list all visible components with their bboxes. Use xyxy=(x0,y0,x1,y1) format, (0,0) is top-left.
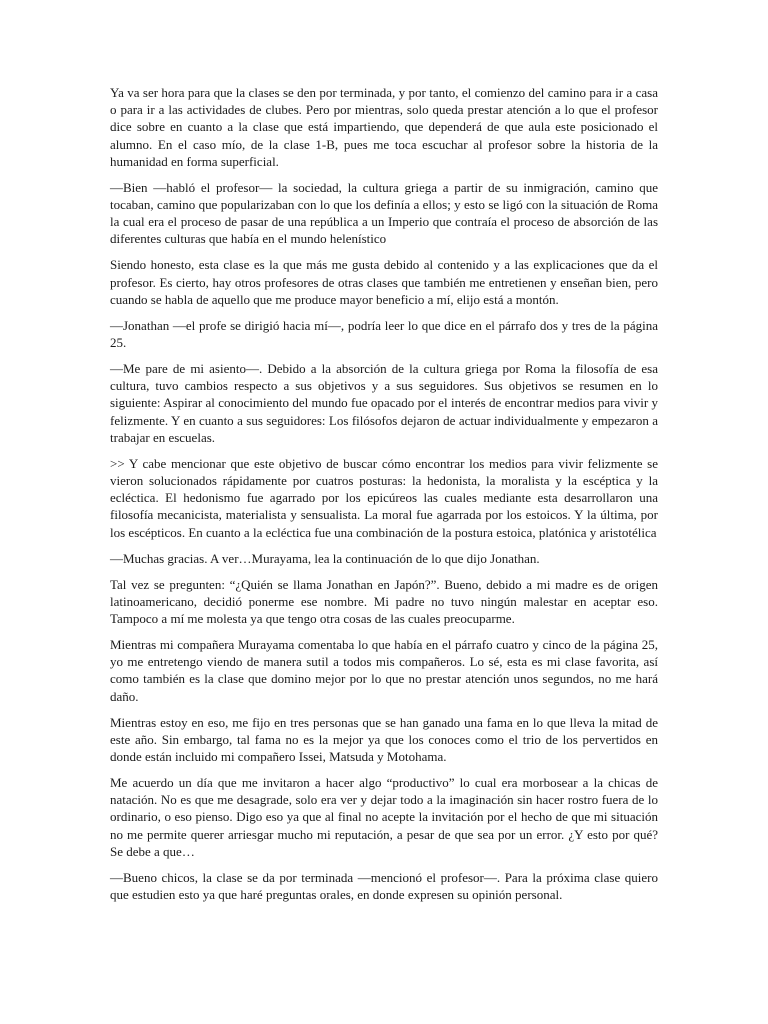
paragraph-8: Tal vez se pregunten: “¿Quién se llama Jonathan en Japón?”. Bueno, debido a mi madre es de origen latinoamericano, decidió ponerme ese nombre. Mi padre no tuvo ningún malestar en aceptar eso. Tampoco a mí me molesta ya que tengo otra cosas de las cuales preocuparme. xyxy=(110,576,658,627)
document-body xyxy=(110,84,658,912)
paragraph-5: —Me pare de mi asiento—. Debido a la absorción de la cultura griega por Roma la filosofía de esa cultura, tuvo cambios respecto a sus objetivos y a sus seguidores. Sus objetivos se resumen en lo siguiente: Aspirar al conocimiento del mundo fue opacado por el interés de encontrar medios para vivir y felizmente. Y en cuanto a sus seguidores: Los filósofos dejaron de actuar individualmente y empezaron a trabajar en escuelas. xyxy=(110,361,658,445)
paragraph-4: —Jonathan —el profe se dirigió hacia mí—, podría leer lo que dice en el párrafo dos y tres de la página 25. xyxy=(110,317,658,351)
paragraph-7: —Muchas gracias. A ver…Murayama, lea la continuación de lo que dijo Jonathan. xyxy=(110,550,540,566)
paragraph-6: >> Y cabe mencionar que este objetivo de buscar cómo encontrar los medios para vivir felizmente se vieron solucionados rápidamente por cuatros posturas: la hedonista, la moralista y la escéptica y la ecléctica. El hedonismo fue agarrado por los epicúreos las cuales mediante esta desarrollaron una filosofía mecanicista, materialista y sensualista. La moral fue agarrada por los estoicos. Y la última, por los escépticos. En cuanto a la ecléctica fue una combinación de la postura estoica, platónica y aristotélica xyxy=(110,455,658,540)
paragraph-11: Me acuerdo un día que me invitaron a hacer algo “productivo” lo cual era morbosear a la chicas de natación. No es que me desagrade, solo era ver y dejar todo a la imaginación sin hacer rostro fuera de lo ordinario, o eso pienso. Digo eso ya que al final no acepte la invitación por el hecho de que mi situación no me permite querer arriesgar mucho mi reputación, a pesar de que sea por un error. ¿Y esto por qué? Se debe a que… xyxy=(110,775,658,859)
paragraph-9: Mientras mi compañera Murayama comentaba lo que había en el párrafo cuatro y cinco de la página 25, yo me entretengo viendo de manera sutil a todos mis compañeros. Lo sé, esta es mi clase favorita, así como también es la clase que domino mejor por lo que no prestar atención unos segundos, no me hará daño. xyxy=(110,637,658,704)
paragraph-10: Mientras estoy en eso, me fijo en tres personas que se han ganado una fama en lo que lleva la mitad de este año. Sin embargo, tal fama no es la mejor ya que los conoces como el trio de los pervertidos en donde están incluido mi compañero Issei, Matsuda y Motohama. xyxy=(110,714,658,765)
paragraph-3: Siendo honesto, esta clase es la que más me gusta debido al contenido y a las explicaciones que da el profesor. Es cierto, hay otros profesores de otras clases que también me entretienen y enseñan bien, pero cuando se habla de aquello que me produce mayor beneficio a mí, elijo está a montón. xyxy=(110,257,658,307)
paragraph-1: Ya va ser hora para que la clases se den por terminada, y por tanto, el comienzo del camino para ir a casa o para ir a las actividades de clubes. Pero por mientras, solo queda prestar atención a lo que el profesor dice sobre en cuanto a la clase que está impartiendo, que dependerá de que aula este posicionado el alumno. En el caso mío, de la clase 1-B, pues me toca escuchar al profesor sobre la historia de la humanidad en forma superficial. xyxy=(110,85,658,169)
paragraph-2: —Bien —habló el profesor— la sociedad, la cultura griega a partir de su inmigración, camino que tocaban, camino que popularizaban con lo que los definía a ellos; y esto se ligó con la situación de Roma la cual era el proceso de pasar de una república a un Imperio que contraía el proceso de absorción de las diferentes culturas que había en el mundo helenístico xyxy=(110,179,658,247)
paragraph-12: —Bueno chicos, la clase se da por terminada —mencionó el profesor—. Para la próxima clase quiero que estudien esto ya que haré preguntas orales, en donde expresen su opinión personal. xyxy=(110,869,658,903)
